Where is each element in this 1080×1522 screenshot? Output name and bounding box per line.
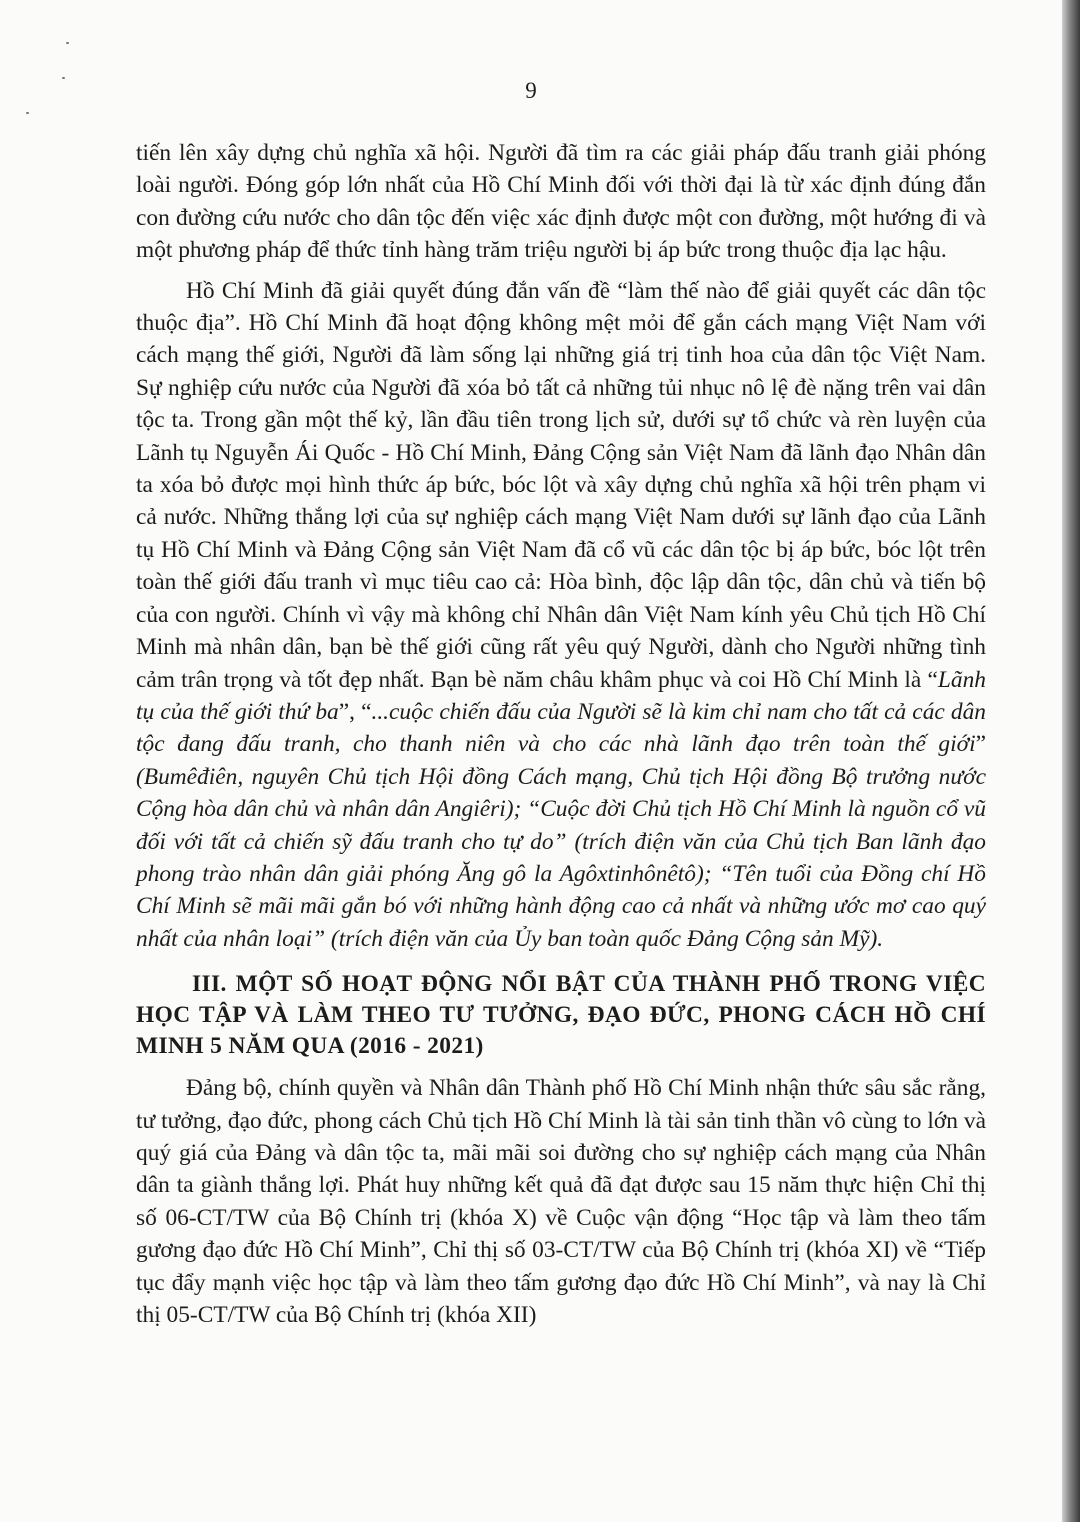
- paragraph-continuation: tiến lên xây dựng chủ nghĩa xã hội. Người đã tìm ra các giải pháp đấu tranh giải phóng loài người. Đóng góp lớn nhất của Hồ Chí Minh đối với thời đại là từ xác định đúng đắn con đường cứu nước cho dân tộc đến việc xác định được một con đường, một hướng đi và một phương pháp để thức tỉnh hàng trăm triệu người bị áp bức trong thuộc địa lạc hậu.: [136, 140, 986, 264]
- page-number: 9: [525, 78, 537, 103]
- scan-speck: [26, 112, 29, 114]
- quote-italic: (Bumêđiên, nguyên Chủ tịch Hội đồng Cách mạng, Chủ tịch Hội đồng Bộ trưởng nước Cộng hòa dân chủ và nhân dân Angiêri); “Cuộc đời Chủ tịch Hồ Chí Minh là nguồn cổ vũ đối với tất cả chiến sỹ đấu tranh cho tự do” (trích điện văn của Chủ tịch Ban lãnh đạo phong trào nhân dân giải phóng Ăng gô la Agôxtinhônêtô); “Tên tuổi của Đồng chí Hồ Chí Minh sẽ mãi mãi gắn bó với những hành động cao cả nhất và những ước mơ cao quý nhất của nhân loại” (trích điện văn của Ủy ban toàn quốc Đảng Cộng sản Mỹ).: [136, 763, 986, 952]
- page-edge-shadow: [1062, 0, 1080, 1522]
- section-heading: III. MỘT SỐ HOẠT ĐỘNG NỔI BẬT CỦA THÀNH PHỐ TRONG VIỆC HỌC TẬP VÀ LÀM THEO TƯ TƯỞNG, ĐẠO ĐỨC, PHONG CÁCH HỒ CHÍ MINH 5 NĂM QUA (2016 - 2021): [136, 971, 986, 1060]
- page-content: [136, 137, 986, 1331]
- paragraph-text: Hồ Chí Minh đã giải quyết đúng đắn vấn đề “làm thế nào để giải quyết các dân tộc thuộc địa”. Hồ Chí Minh đã hoạt động không mệt mỏi để gắn cách mạng Việt Nam với cách mạng thế giới, Người đã làm sống lại những giá trị tinh hoa của dân tộc Việt Nam. Sự nghiệp cứu nước của Người đã xóa bỏ tất cả những tủi nhục nô lệ đè nặng trên vai dân tộc ta. Trong gần một thế kỷ, lần đầu tiên trong lịch sử, dưới sự tổ chức và rèn luyện của Lãnh tụ Nguyễn Ái Quốc - Hồ Chí Minh, Đảng Cộng sản Việt Nam đã lãnh đạo Nhân dân ta xóa bỏ được mọi hình thức áp bức, bóc lột và xây dựng chủ nghĩa xã hội trên phạm vi cả nước. Những thắng lợi của sự nghiệp cách mạng Việt Nam dưới sự lãnh đạo của Lãnh tụ Hồ Chí Minh và Đảng Cộng sản Việt Nam đã cổ vũ các dân tộc bị áp bức, bóc lột trên toàn thế giới đấu tranh vì mục tiêu cao cả: Hòa bình, độc lập dân tộc, dân chủ và tiến bộ của con người. Chính vì vậy mà không chỉ Nhân dân Việt Nam kính yêu Chủ tịch Hồ Chí Minh mà nhân dân, bạn bè thế giới cũng rất yêu quý Người, dành cho Người những tình cảm trân trọng và tốt đẹp nhất. Bạn bè năm châu khâm phục và coi Hồ Chí Minh là “: [136, 277, 986, 693]
- quote-italic: ...cuộc chiến đấu của Người sẽ là kim chỉ nam cho tất cả các dân tộc đang đấu tranh, cho thanh niên và cho các nhà lãnh đạo trên toàn thế giới: [136, 698, 986, 758]
- paragraph-section-intro: Đảng bộ, chính quyền và Nhân dân Thành phố Hồ Chí Minh nhận thức sâu sắc rằng, tư tưởng, đạo đức, phong cách Chủ tịch Hồ Chí Minh là tài sản tinh thần vô cùng to lớn và quý giá của Đảng và dân tộc ta, mãi mãi soi đường cho sự nghiệp cách mạng của Nhân dân ta giành thắng lợi. Phát huy những kết quả đã đạt được sau 15 năm thực hiện Chỉ thị số 06-CT/TW của Bộ Chính trị (khóa X) về Cuộc vận động “Học tập và làm theo tấm gương đạo đức Hồ Chí Minh”, Chỉ thị số 03-CT/TW của Bộ Chính trị (khóa XI) về “Tiếp tục đẩy mạnh việc học tập và làm theo tấm gương đạo đức Hồ Chí Minh”, và nay là Chỉ thị 05-CT/TW của Bộ Chính trị (khóa XII): [136, 1075, 986, 1328]
- paragraph-text: ”: [975, 731, 986, 758]
- quote-italic: Lãnh tụ của thế giới thứ ba: [136, 666, 986, 725]
- paragraph-ho-chi-minh-legacy: [136, 275, 986, 956]
- paragraph-text: ”, “: [338, 698, 372, 725]
- scan-speck: [66, 42, 69, 44]
